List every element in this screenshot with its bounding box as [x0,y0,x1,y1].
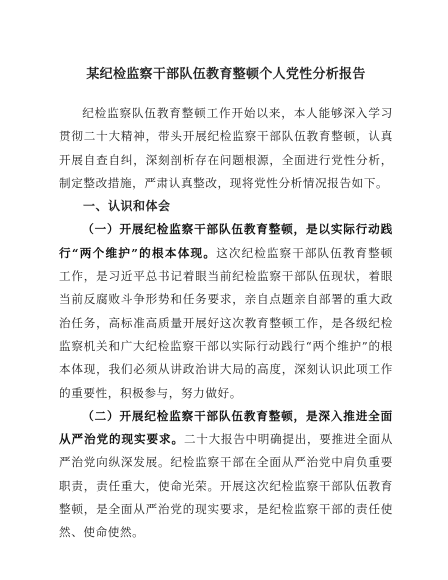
section-heading: 一、认识和体会 [83,199,171,214]
point-2-paragraph [59,405,393,545]
point-2-lead: （二）开展纪检监察干部队伍教育整顿，是深入推进全面从严治党的现实要求。 [59,408,393,447]
point-1-body: 这次纪检监察干部队伍教育整顿工作，是习近平总书记着眼当前纪检监察干部队伍现状，着眼当前反腐败斗争形势和任务要求，亲自点题亲自部署的重大政治任务，高标准高质量开展好这次教育整顿工作，是各级纪检监察机关和广大纪检监察干部以实际行动践行“两个维护”的根本体现，我们必须从讲政治讲大局的高度，深刻认识此项工作的重要性，积极参与，努力做好。 [59,245,393,400]
point-1-lead: （一）开展纪检监察干部队伍教育整顿，是以实际行动践行“两个维护”的根本体现。 [59,222,393,260]
document-title: 某纪检监察干部队伍教育整顿个人党性分析报告 [86,67,366,82]
point-1-paragraph [59,218,393,404]
intro-paragraph: 纪检监察队伍教育整顿工作开始以来，本人能够深入学习贯彻二十大精神，带头开展纪检监察干部队伍教育整顿，认真开展自查自纠，深刻剖析存在问题根源，全面进行党性分析，制定整改措施，严肃认真整改，现将党性分析情况报告如下。 [59,106,393,190]
point-2-body: 二十大报告中明确提出，要推进全面从严治党向纵深发展。纪检监察干部在全面从严治党中肩负重要职责，责任重大，使命光荣。开展这次纪检监察干部队伍教育整顿，是全面从严治党的现实要求，是纪检监察干部的责任使然、使命使然。 [59,432,393,540]
